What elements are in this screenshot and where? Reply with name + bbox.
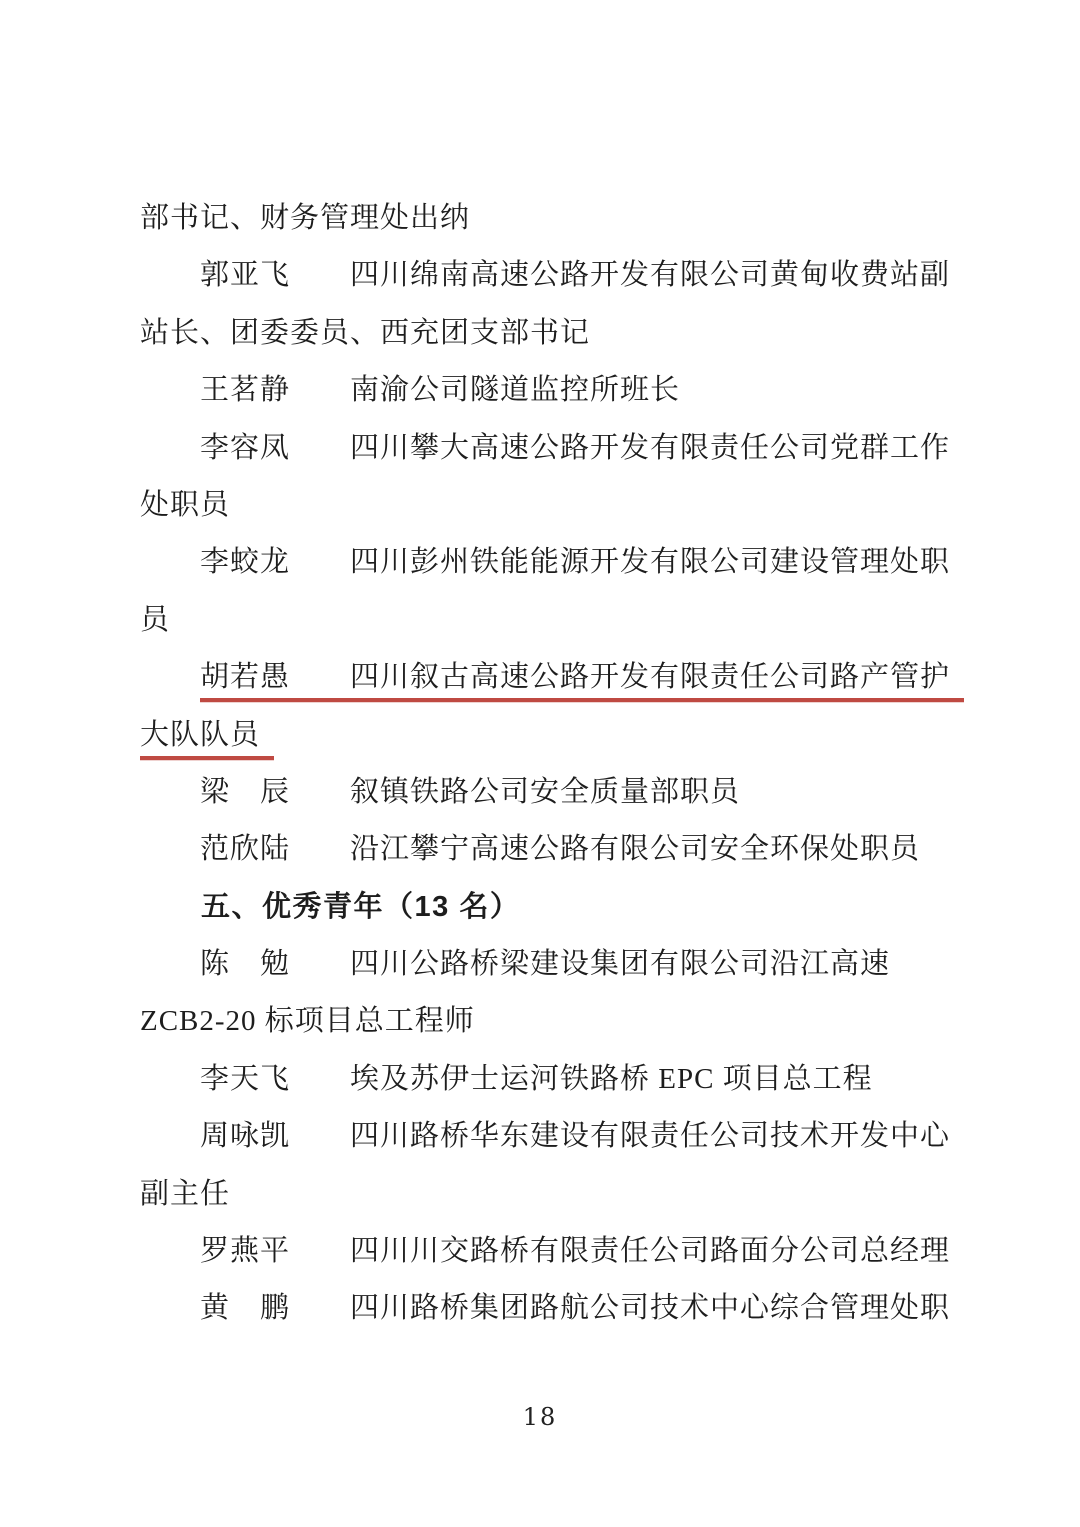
text-segment: 站长、团委委员、西充团支部书记 — [140, 316, 591, 349]
text-line — [140, 1166, 970, 1223]
text-line — [140, 305, 970, 362]
text-segment: 李容凤 四川攀大高速公路开发有限责任公司党群工作 — [140, 431, 951, 464]
text-line — [140, 764, 970, 821]
text-segment: 黄 鹏 四川路桥集团路航公司技术中心综合管理处职 — [140, 1292, 951, 1325]
red-underlined-text: 大队队员 — [140, 719, 274, 760]
text-segment: 罗燕平 四川川交路桥有限责任公司路面分公司总经理 — [140, 1235, 951, 1268]
text-segment: 李蛟龙 四川彭州铁能能源开发有限公司建设管理处职 — [140, 546, 951, 579]
text-segment: 郭亚飞 四川绵南高速公路开发有限公司黄甸收费站副 — [140, 259, 951, 292]
text-line — [140, 190, 970, 247]
section-heading: 五、优秀青年（13 名） — [140, 890, 521, 923]
text-line — [140, 477, 970, 534]
text-line — [140, 1280, 970, 1337]
text-segment: 周咏凯 四川路桥华东建设有限责任公司技术开发中心 — [140, 1120, 951, 1153]
text-segment: 李天飞 埃及苏伊士运河铁路桥 EPC 项目总工程 — [140, 1062, 873, 1095]
text-line — [140, 247, 970, 304]
text-line — [140, 707, 970, 764]
text-line — [140, 592, 970, 649]
red-underlined-text: 胡若愚 四川叙古高速公路开发有限责任公司路产管护 — [200, 661, 964, 702]
text-segment: 副主任 — [140, 1177, 231, 1210]
text-line — [140, 993, 970, 1050]
text-line — [140, 936, 970, 993]
page-number: 18 — [522, 1403, 558, 1431]
text-segment: 员 — [140, 603, 171, 636]
text-segment: 部书记、财务管理处出纳 — [140, 202, 471, 234]
document-body — [140, 190, 970, 1338]
text-line — [140, 362, 970, 419]
text-line — [140, 1051, 970, 1108]
text-segment: 范欣陆 沿江攀宁高速公路有限公司安全环保处职员 — [140, 833, 921, 866]
text-line — [140, 879, 970, 936]
text-segment: 陈 勉 四川公路桥梁建设集团有限公司沿江高速 — [140, 948, 891, 981]
text-line — [140, 821, 970, 878]
text-segment: 梁 辰 叙镇铁路公司安全质量部职员 — [140, 775, 741, 808]
text-line — [140, 1223, 970, 1280]
text-segment: ZCB2-20 标项目总工程师 — [140, 1005, 475, 1038]
text-segment: 王茗静 南渝公司隧道监控所班长 — [140, 374, 681, 407]
text-line — [140, 649, 970, 706]
text-line — [140, 1108, 970, 1165]
text-segment: 处职员 — [140, 488, 231, 521]
text-line — [140, 534, 970, 591]
text-line — [140, 420, 970, 477]
text-segment — [140, 661, 200, 693]
